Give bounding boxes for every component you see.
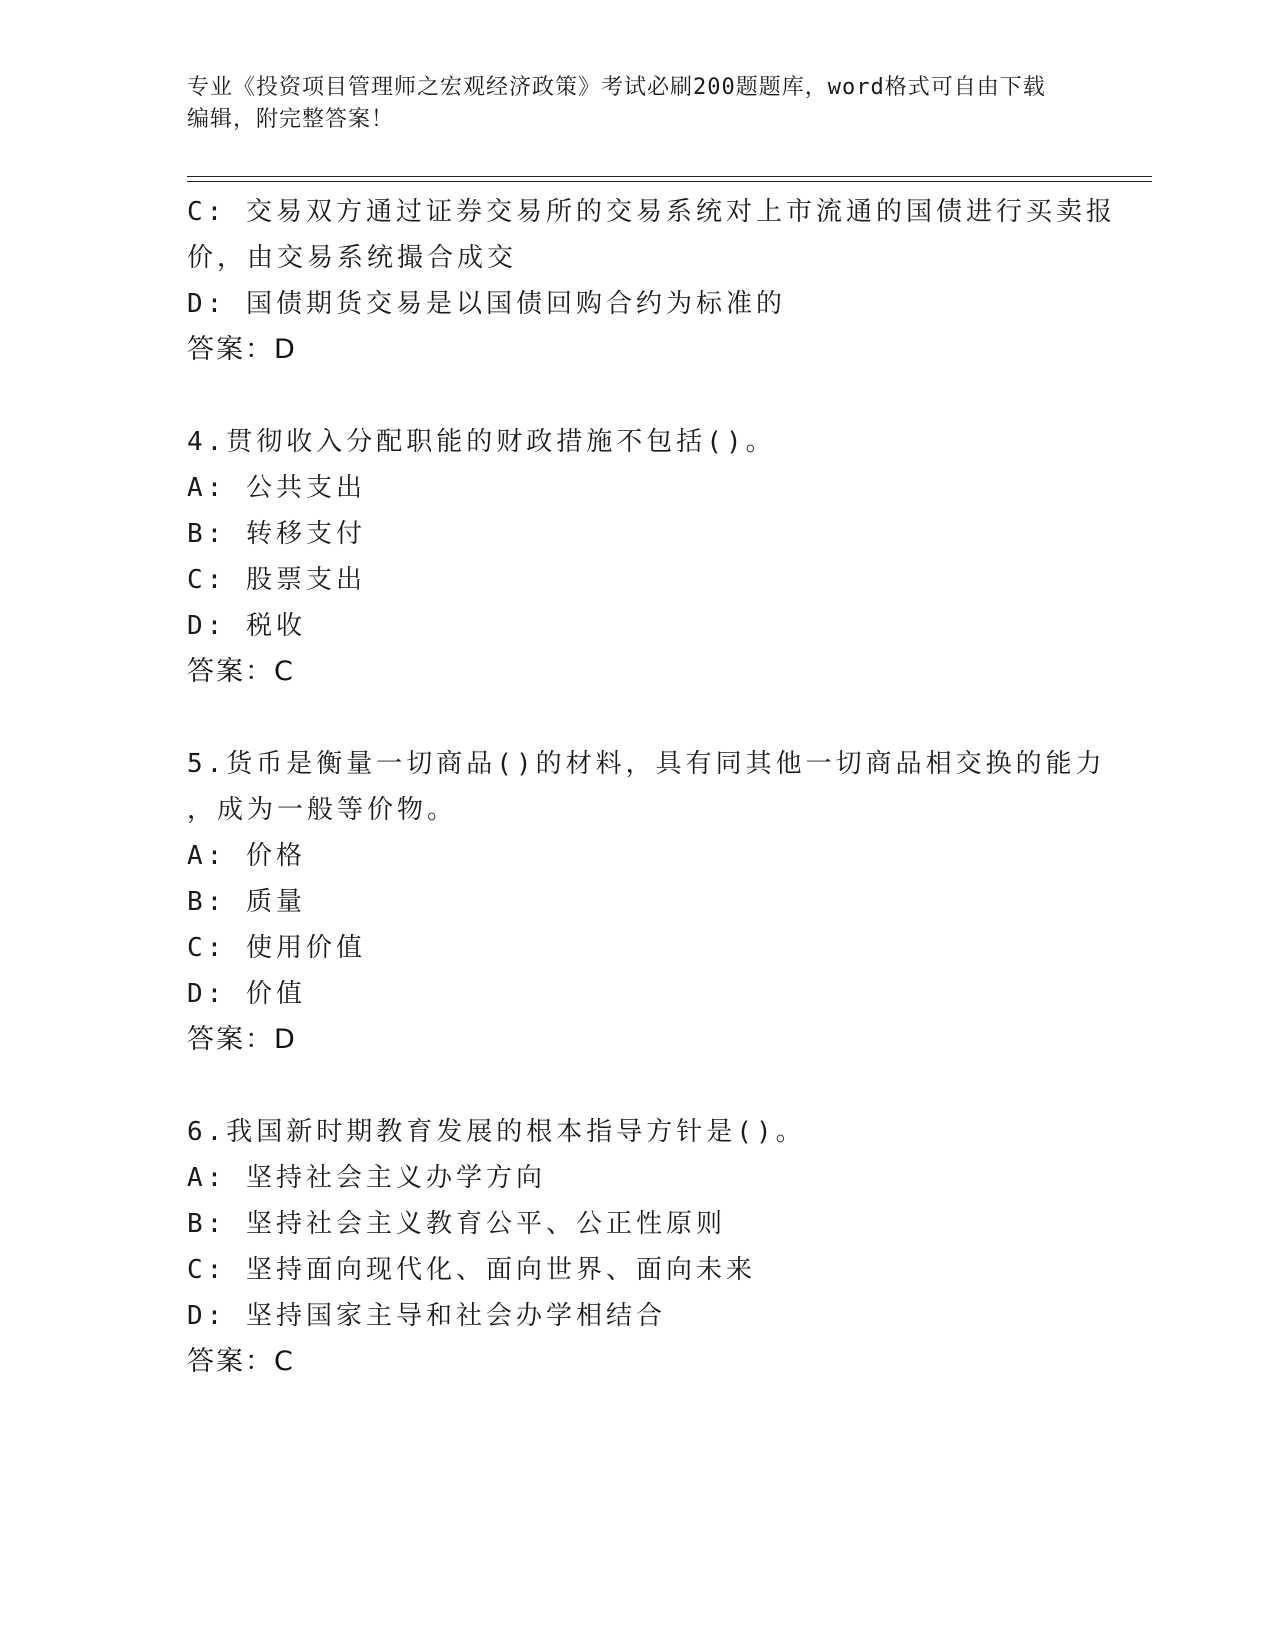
question-3-tail (187, 189, 1116, 373)
option-b: B: 转移支付 (187, 519, 366, 549)
spacer (187, 1063, 1087, 1109)
option-b: B: 坚持社会主义教育公平、公正性原则 (187, 1209, 726, 1239)
answer: 答案：D (187, 334, 297, 365)
header-divider-top (187, 176, 1152, 177)
answer: 答案：C (187, 1346, 295, 1377)
option-c-line-1: C: 交易双方通过证券交易所的交易系统对上市流通的国债进行买卖报 (187, 197, 1116, 227)
question-text: 6.我国新时期教育发展的根本指导方针是()。 (187, 1117, 806, 1147)
option-c: C: 使用价值 (187, 933, 366, 963)
option-b: B: 质量 (187, 887, 306, 917)
option-a: A: 坚持社会主义办学方向 (187, 1163, 546, 1193)
spacer (187, 695, 1087, 741)
question-5 (187, 741, 1106, 1063)
spacer (187, 373, 1087, 419)
question-4 (187, 419, 1087, 695)
question-text-line-1: 5.货币是衡量一切商品()的材料，具有同其他一切商品相交换的能力 (187, 749, 1106, 779)
document-header: 专业《投资项目管理师之宏观经济政策》考试必刷200题题库，word格式可自由下载编辑，附完整答案！ (187, 75, 1046, 132)
option-d: D: 税收 (187, 611, 306, 641)
option-d: D: 坚持国家主导和社会办学相结合 (187, 1301, 666, 1331)
option-a: A: 价格 (187, 841, 306, 871)
answer: 答案：C (187, 656, 295, 687)
question-6 (187, 1109, 1087, 1385)
option-c: C: 坚持面向现代化、面向世界、面向未来 (187, 1255, 756, 1285)
option-d: D: 国债期货交易是以国债回购合约为标准的 (187, 289, 786, 319)
option-c: C: 股票支出 (187, 565, 366, 595)
header-divider-bottom (187, 181, 1152, 182)
option-d: D: 价值 (187, 979, 306, 1009)
answer: 答案：D (187, 1024, 297, 1055)
question-text-line-2: ，成为一般等价物。 (187, 795, 458, 825)
option-a: A: 公共支出 (187, 473, 366, 503)
question-text: 4.贯彻收入分配职能的财政措施不包括()。 (187, 427, 776, 457)
option-c-line-2: 价，由交易系统撮合成交 (187, 243, 518, 273)
question-list (187, 189, 1116, 1385)
